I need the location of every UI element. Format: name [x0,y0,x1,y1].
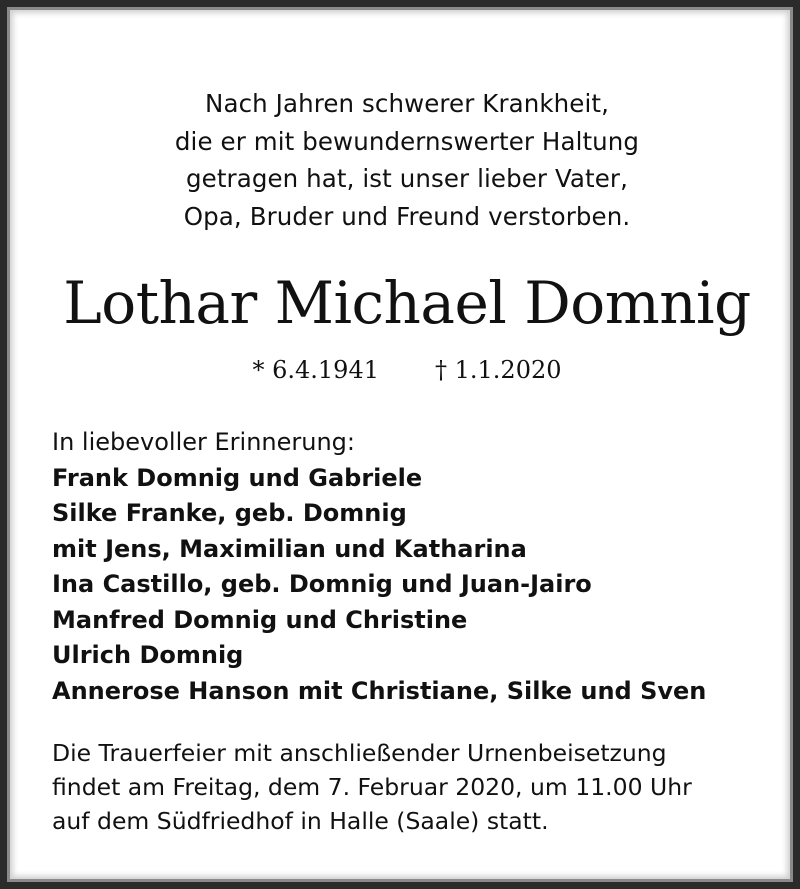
intro-line: Opa, Bruder und Freund verstorben. [183,201,631,231]
mourner-line: Frank Domnig und Gabriele [52,463,423,492]
mourner-line: mit Jens, Maximilian und Katharina [52,534,527,563]
ceremony-line: Die Trauerfeier mit anschließender Urnenbeisetzung [52,739,667,767]
intro-line: die er mit bewundernswerter Haltung [174,126,640,156]
intro-text [7,85,800,235]
birth-date: * 6.4.1941 [252,356,379,384]
intro-line: Nach Jahren schwerer Krankheit, [205,89,609,118]
mourner-line: Annerose Hanson mit Christiane, Silke und Sven [52,676,707,705]
ceremony-line: findet am Freitag, dem 7. Februar 2020, um 11.00 Uhr [52,773,692,801]
life-dates [7,352,800,388]
mourner-line: Ulrich Domnig [52,641,244,669]
ceremony-details [52,736,782,838]
intro-line: getragen hat, ist unser lieber Vater, [186,164,628,193]
mourners-heading: In liebevoller Erinnerung: [52,428,355,456]
death-date: † 1.1.2020 [435,356,562,384]
mourner-line: Manfred Domnig und Christine [52,605,468,634]
mourners-list [52,425,782,709]
deceased-name: Lothar Michael Domnig [63,269,751,337]
ceremony-line: auf dem Südfriedhof in Halle (Saale) statt. [52,807,549,835]
mourner-line: Ina Castillo, geb. Domnig und Juan-Jairo [52,570,592,598]
mourner-line: Silke Franke, geb. Domnig [52,499,407,527]
